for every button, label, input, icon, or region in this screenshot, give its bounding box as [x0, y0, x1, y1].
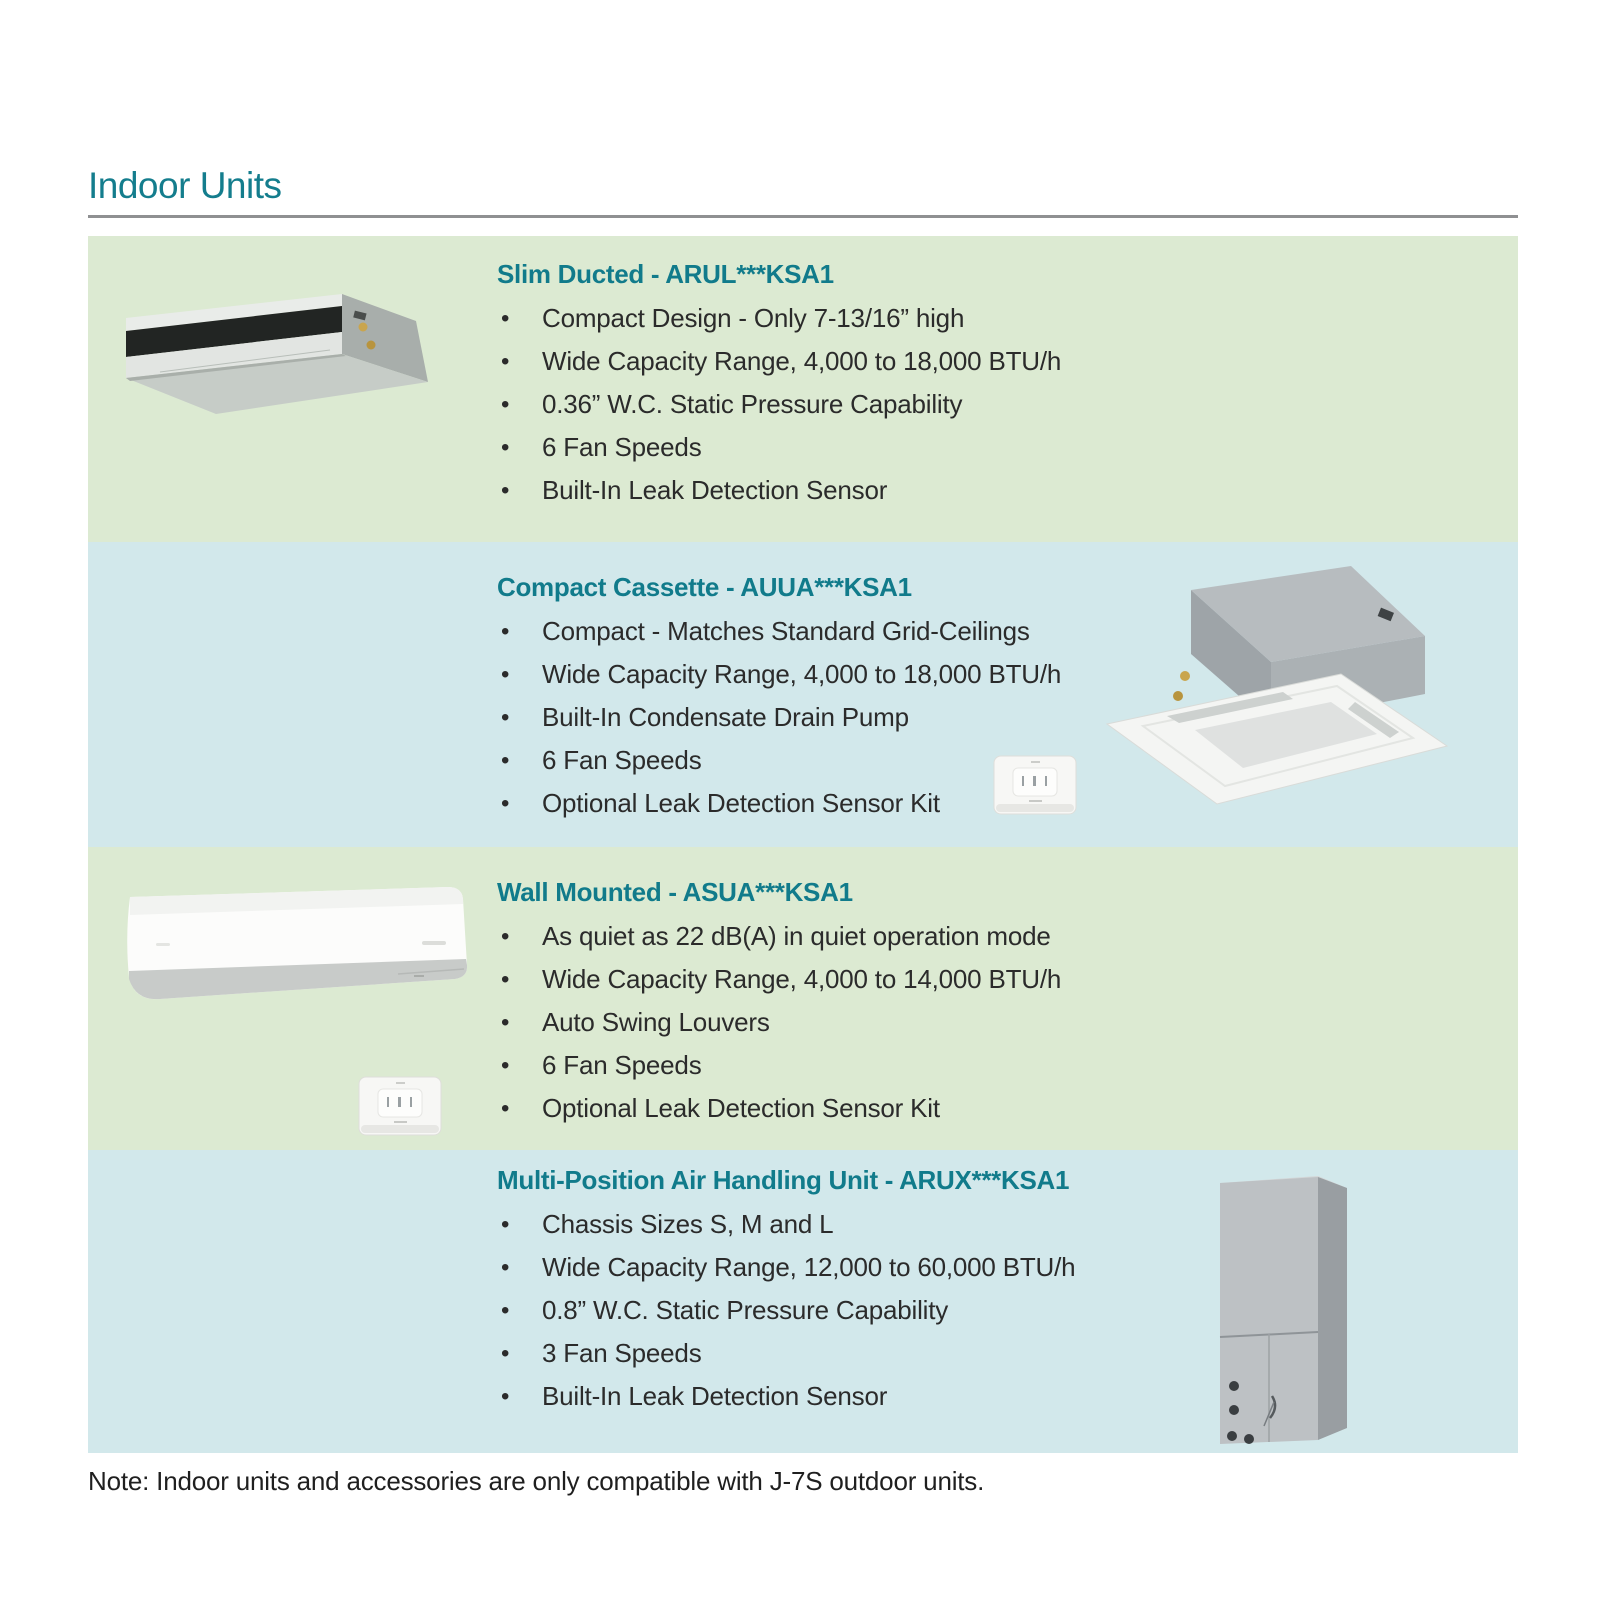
bullet-dot-icon	[497, 610, 542, 653]
slim-ducted-unit-illustration	[100, 264, 440, 439]
bullet-dot-icon	[497, 1289, 542, 1332]
section-title: Slim Ducted - ARUL***KSA1	[497, 259, 834, 289]
feature-bullet	[497, 297, 1157, 340]
feature-bullet	[497, 383, 1157, 426]
feature-bullet	[497, 610, 1157, 653]
bullet-dot-icon	[497, 383, 542, 426]
bullet-dot-icon	[497, 739, 542, 782]
feature-list	[497, 1203, 1157, 1418]
feature-list	[497, 297, 1157, 512]
feature-text: Wide Capacity Range, 4,000 to 18,000 BTU/h	[542, 659, 1062, 689]
feature-text: Wide Capacity Range, 4,000 to 14,000 BTU/h	[542, 964, 1062, 994]
remote-controller-image	[993, 754, 1077, 816]
header-rule	[88, 215, 1518, 218]
bullet-dot-icon	[497, 915, 542, 958]
feature-bullet	[497, 653, 1157, 696]
feature-bullet	[497, 340, 1157, 383]
feature-bullet	[497, 1001, 1157, 1044]
bullet-dot-icon	[497, 340, 542, 383]
section-title: Compact Cassette - AUUA***KSA1	[497, 572, 912, 602]
feature-bullet	[497, 1332, 1157, 1375]
compact-cassette-unit-illustration	[1093, 552, 1458, 817]
bullet-dot-icon	[497, 1203, 542, 1246]
section-air-handling-unit	[88, 1150, 1518, 1453]
feature-bullet	[497, 1289, 1157, 1332]
feature-text: Built-In Condensate Drain Pump	[542, 702, 909, 732]
bullet-dot-icon	[497, 1001, 542, 1044]
bullet-dot-icon	[497, 1246, 542, 1289]
feature-text: Optional Leak Detection Sensor Kit	[542, 1093, 940, 1123]
indoor-units-band-list	[88, 236, 1518, 1453]
bullet-dot-icon	[497, 1044, 542, 1087]
remote-controller-illustration	[358, 1075, 442, 1137]
bullet-dot-icon	[497, 1332, 542, 1375]
feature-bullet	[497, 1087, 1157, 1130]
feature-text: Wide Capacity Range, 4,000 to 18,000 BTU/h	[542, 346, 1062, 376]
section-compact-cassette	[88, 542, 1518, 847]
bullet-dot-icon	[497, 1375, 542, 1418]
bullet-dot-icon	[497, 696, 542, 739]
bullet-dot-icon	[497, 1087, 542, 1130]
bullet-dot-icon	[497, 426, 542, 469]
slim-ducted-unit-image	[100, 264, 440, 439]
feature-text: Optional Leak Detection Sensor Kit	[542, 788, 940, 818]
feature-text: Auto Swing Louvers	[542, 1007, 770, 1037]
feature-bullet	[497, 469, 1157, 512]
page-title: Indoor Units	[88, 165, 282, 206]
feature-text: 0.36” W.C. Static Pressure Capability	[542, 389, 963, 419]
feature-text: Chassis Sizes S, M and L	[542, 1209, 834, 1239]
feature-text: 6 Fan Speeds	[542, 1050, 702, 1080]
feature-text: Built-In Leak Detection Sensor	[542, 475, 888, 505]
wall-mounted-unit-illustration	[96, 881, 496, 1016]
bullet-dot-icon	[497, 297, 542, 340]
section-title: Wall Mounted - ASUA***KSA1	[497, 877, 853, 907]
feature-text: 3 Fan Speeds	[542, 1338, 702, 1368]
feature-text: 6 Fan Speeds	[542, 432, 702, 462]
feature-bullet	[497, 426, 1157, 469]
feature-text: Built-In Leak Detection Sensor	[542, 1381, 888, 1411]
feature-text: Compact Design - Only 7-13/16” high	[542, 303, 965, 333]
feature-bullet	[497, 696, 1157, 739]
bullet-dot-icon	[497, 958, 542, 1001]
remote-controller-image	[358, 1075, 442, 1137]
feature-bullet	[497, 1246, 1157, 1289]
wall-mounted-unit-image	[96, 881, 496, 1016]
section-slim-ducted	[88, 236, 1518, 542]
air-handling-unit-illustration	[1206, 1162, 1356, 1450]
feature-text: 6 Fan Speeds	[542, 745, 702, 775]
feature-list	[497, 915, 1157, 1130]
footer-note: Note: Indoor units and accessories are only compatible with J-7S outdoor units.	[88, 1466, 985, 1496]
section-wall-mounted	[88, 847, 1518, 1150]
feature-text: 0.8” W.C. Static Pressure Capability	[542, 1295, 949, 1325]
feature-text: Wide Capacity Range, 12,000 to 60,000 BTU/h	[542, 1252, 1076, 1282]
remote-controller-illustration	[993, 754, 1077, 816]
bullet-dot-icon	[497, 653, 542, 696]
feature-bullet	[497, 958, 1157, 1001]
feature-text: As quiet as 22 dB(A) in quiet operation mode	[542, 921, 1051, 951]
bullet-dot-icon	[497, 469, 542, 512]
air-handling-unit-image	[1206, 1162, 1356, 1450]
feature-bullet	[497, 915, 1157, 958]
feature-bullet	[497, 1203, 1157, 1246]
feature-text: Compact - Matches Standard Grid-Ceilings	[542, 616, 1030, 646]
feature-bullet	[497, 1375, 1157, 1418]
section-title: Multi-Position Air Handling Unit - ARUX***KSA1	[497, 1165, 1070, 1195]
bullet-dot-icon	[497, 782, 542, 825]
feature-bullet	[497, 1044, 1157, 1087]
compact-cassette-unit-image	[1093, 552, 1458, 817]
